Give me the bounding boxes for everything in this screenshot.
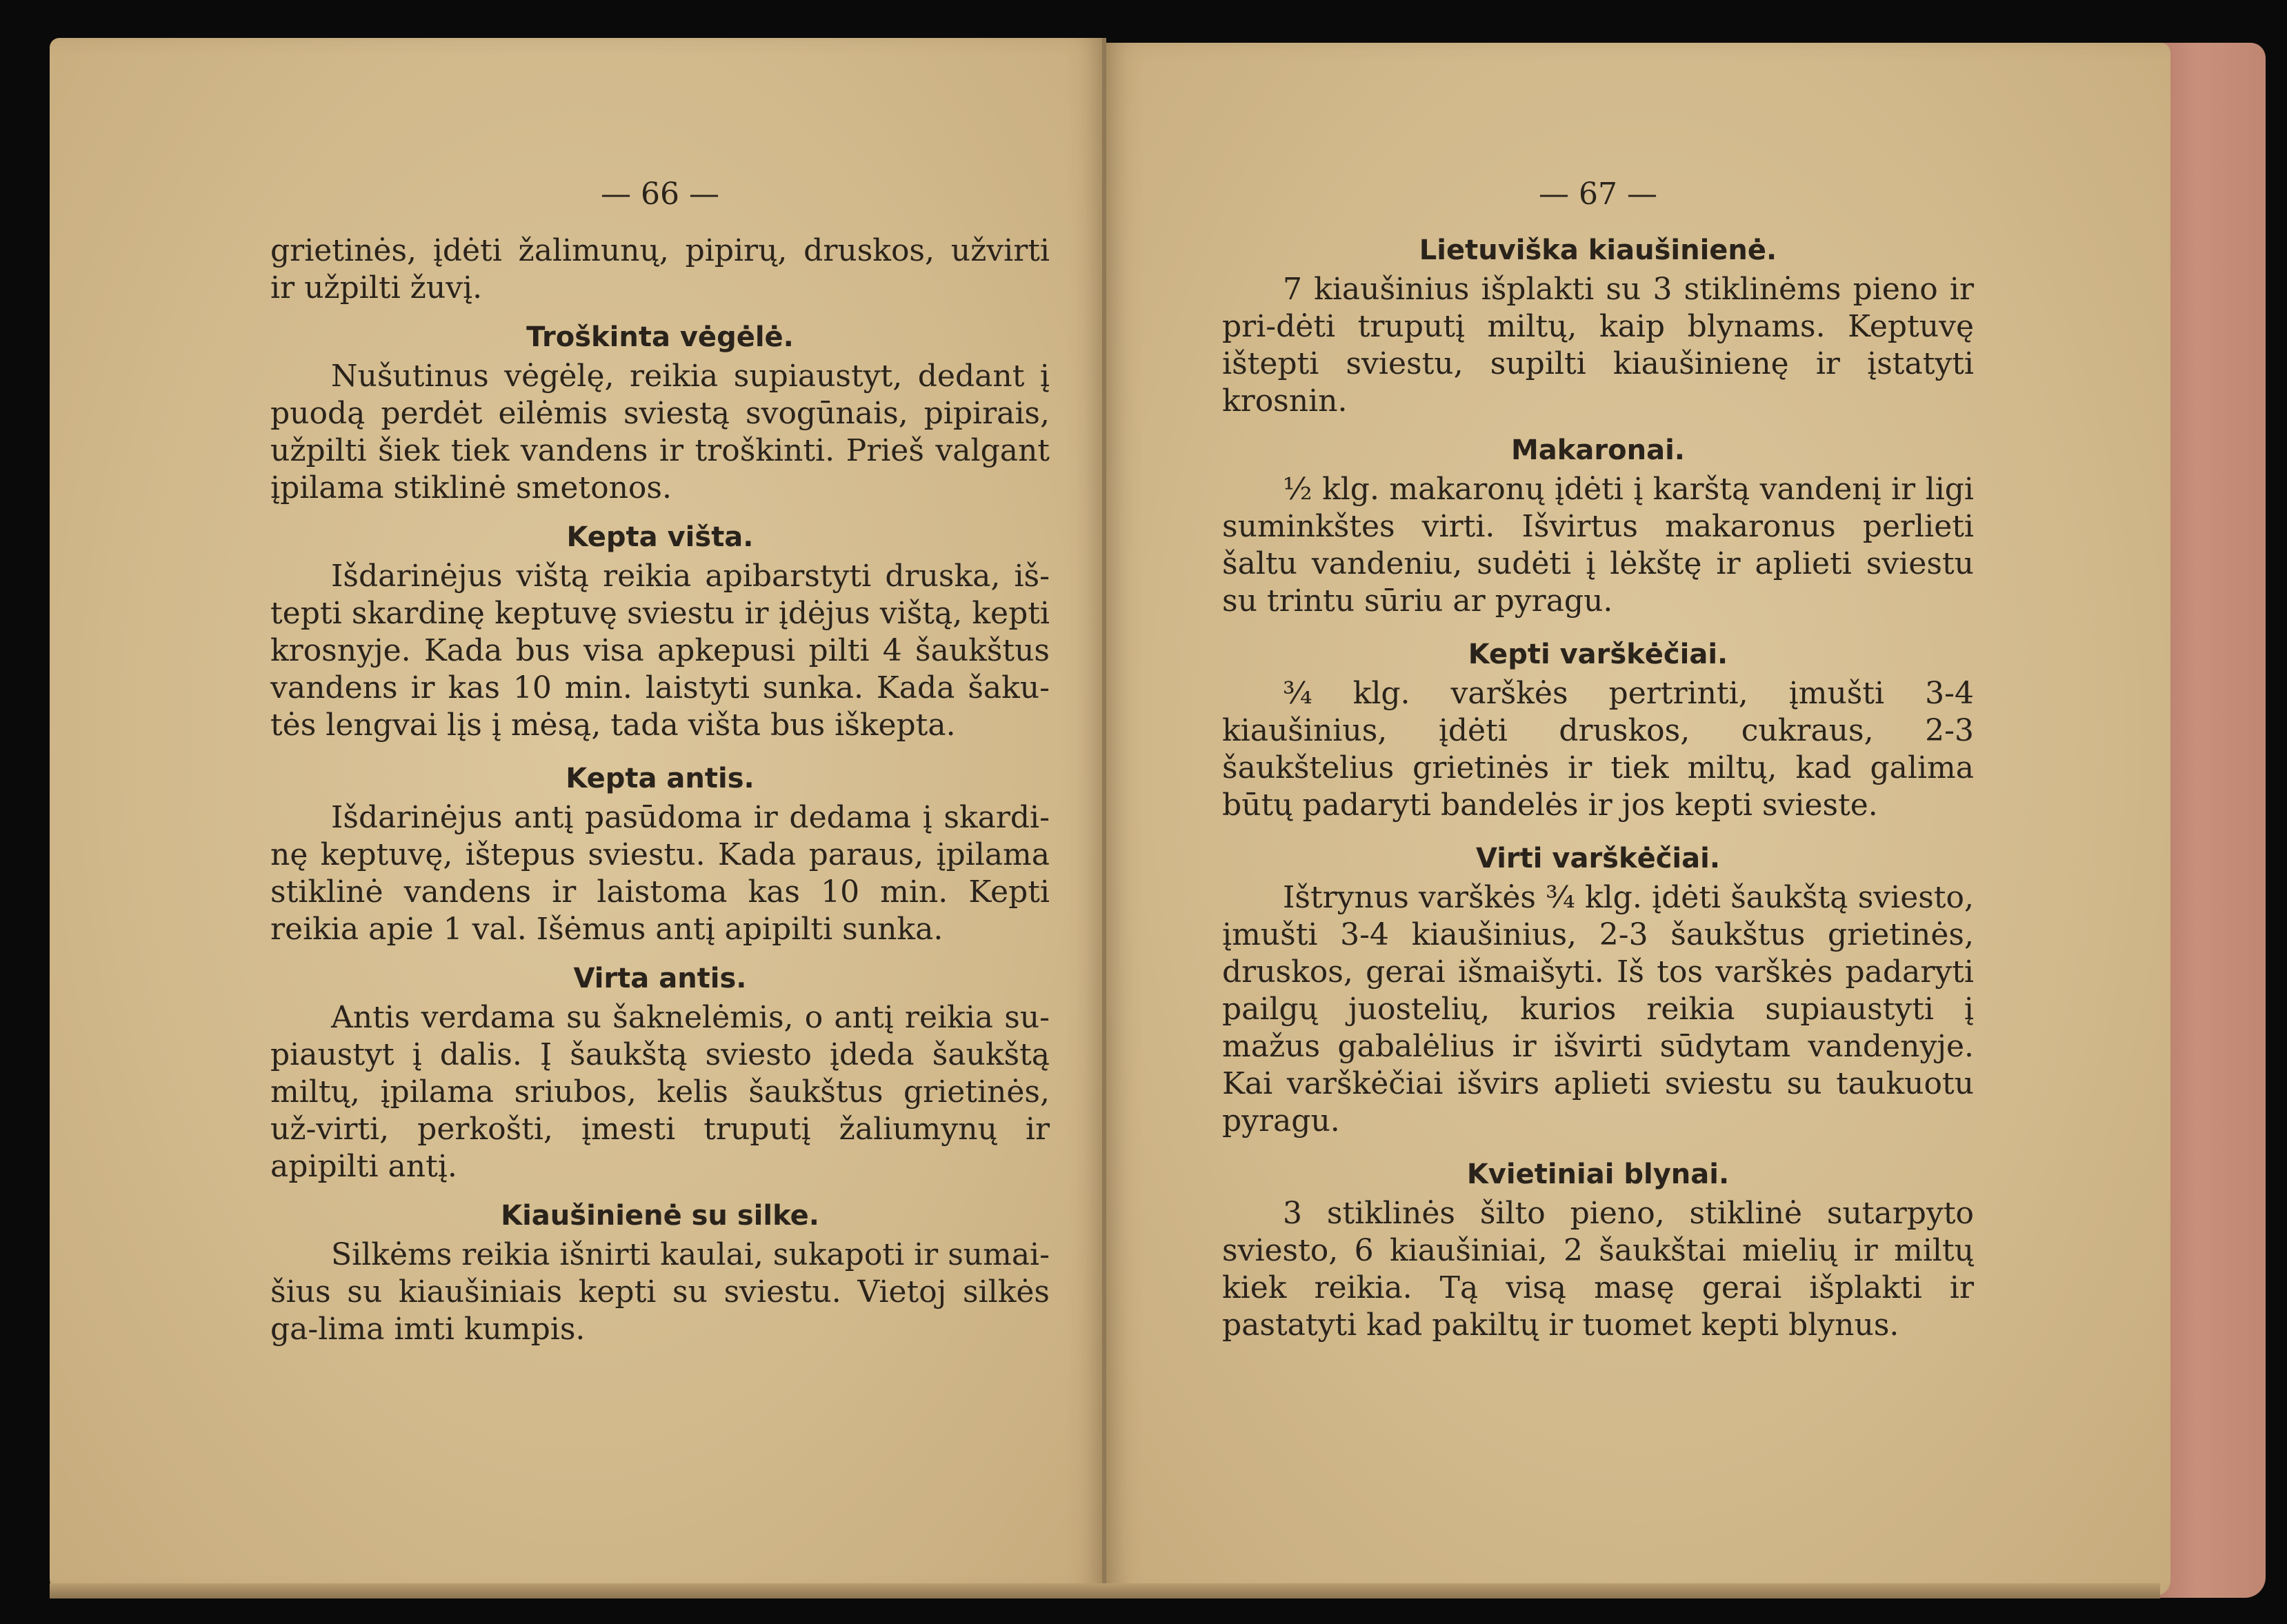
page-number-right: — 67 —: [1539, 177, 1657, 212]
recipe-text: ½ klg. makaronų įdėti į karštą vandenį ir ligi suminkštes virti. Išvirtus makaronus perlieti šaltu vandeniu, sudėti į lėkštę ir aplieti sviestu su trintu sūriu ar pyragu.: [1222, 472, 1974, 619]
recipe-title: Kepti varškėčiai.: [1468, 639, 1728, 670]
recipe-text: Ištrynus varškės ¾ klg. įdėti šaukštą sviesto, įmušti 3-4 kiaušinius, 2-3 šaukštus grietinės, druskos, gerai išmaišyti. Iš tos varškės padaryti pailgų juostelių, kurios reikia supiaustyti į mažus gabalėlius ir išvirti sūdytam vandenyje. Kai varškėčiai išvirs aplieti sviestu su taukuotu pyragu.: [1222, 880, 1974, 1139]
recipe-text: Antis verdama su šaknelėmis, o antį reikia su-piaustyt į dalis. Į šaukštą sviesto įdeda šaukštą miltų, įpilama sriubos, kelis šaukštus grietinės, už-virti, perkošti, įmesti truputį žaliumynų ir apipilti antį.: [270, 1000, 1050, 1184]
recipe-title: Kepta višta.: [566, 521, 754, 553]
right-page-text: [1222, 176, 1974, 1351]
recipe-title: Makaronai.: [1511, 434, 1685, 466]
recipe-section: [1222, 636, 1974, 824]
recipe-text: Nušutinus vėgėlę, reikia supiaustyt, dedant į puodą perdėt eilėmis sviestą svogūnais, pipirais, užpilti šiek tiek vandens ir troškinti. Prieš valgant įpilama stiklinė smetonos.: [270, 359, 1050, 505]
recipe-section: [270, 519, 1050, 744]
recipe-title: Virta antis.: [573, 963, 747, 994]
recipe-section: [270, 961, 1050, 1185]
recipe-title: Kiaušinienė su silke.: [501, 1200, 819, 1232]
recipe-section: [1222, 1156, 1974, 1344]
recipe-text: ¾ klg. varškės pertrinti, įmušti 3-4 kiaušinius, įdėti druskos, cukraus, 2-3 šaukštelius grietinės ir tiek miltų, kad galima būtų padaryti bandelės ir jos kepti svieste.: [1222, 676, 1974, 823]
page-number-left: — 66 —: [601, 177, 719, 212]
recipe-title: Lietuviška kiaušinienė.: [1419, 234, 1777, 266]
recipe-title: Kepta antis.: [566, 763, 755, 794]
page-bottom-edge: [50, 1583, 2160, 1598]
recipe-title: Kvietiniai blynai.: [1466, 1159, 1730, 1190]
book-gutter: [1102, 38, 1106, 1598]
recipe-title: Troškinta vėgėlė.: [526, 321, 794, 353]
recipe-section: [1222, 232, 1974, 420]
left-page-text: [270, 176, 1050, 1355]
recipe-section: [1222, 432, 1974, 620]
recipe-text: 7 kiaušinius išplakti su 3 stiklinėms pieno ir pri-dėti truputį miltų, kaip blynams. Keptuvę ištepti sviestu, supilti kiaušinienę ir įstatyti krosnin.: [1222, 272, 1974, 419]
recipe-text: Išdarinėjus antį pasūdoma ir dedama į skardi-nę keptuvę, ištepus sviestu. Kada paraus, įpilama stiklinė vandens ir laistoma kas 10 min. Kepti reikia apie 1 val. Išėmus antį apipilti sunka.: [270, 800, 1050, 947]
recipe-text: Silkėms reikia išnirti kaulai, sukapoti ir sumai-šius su kiaušiniais kepti su sviestu. Vietoj silkės ga-lima imti kumpis.: [270, 1237, 1050, 1347]
recipe-title: Virti varškėčiai.: [1475, 843, 1721, 874]
recipe-section: [1222, 841, 1974, 1140]
recipe-text: Išdarinėjus vištą reikia apibarstyti druska, iš-tepti skardinę keptuvę sviestu ir įdėjus vištą, kepti krosnyje. Kada bus visa apkepusi pilti 4 šaukštus vandens ir kas 10 min. laistyti sunka. Kada šaku-tės lengvai lįs į mėsą, tada višta bus iškepta.: [270, 559, 1050, 743]
recipe-text: 3 stiklinės šilto pieno, stiklinė sutarpyto sviesto, 6 kiaušiniai, 2 šaukštai mielių ir miltų kiek reikia. Tą visą masę gerai išplakti ir pastatyti kad pakiltų ir tuomet kepti blynus.: [1222, 1196, 1974, 1343]
recipe-section: [270, 1198, 1050, 1348]
continuation-paragraph: grietinės, įdėti žalimunų, pipirų, druskos, užvirti ir užpilti žuvį.: [270, 233, 1050, 305]
recipe-section: [270, 319, 1050, 507]
recipe-section: [270, 761, 1050, 948]
